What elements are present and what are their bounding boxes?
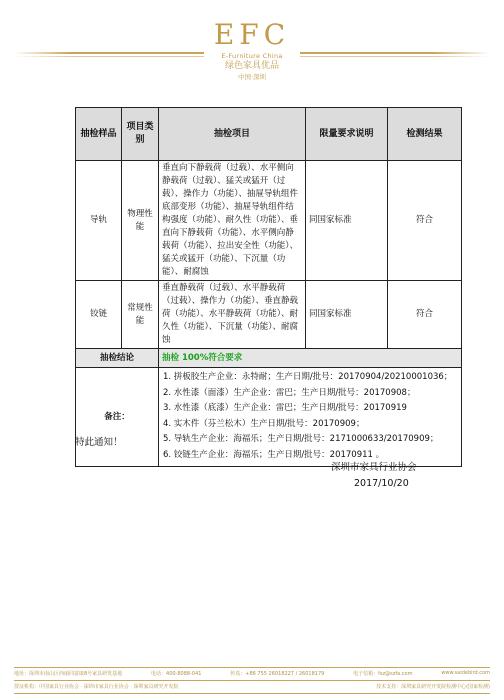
note-item: 1. 拼板胶生产企业：永特耐；生产日期/批号：20170904/20210001036； (163, 372, 453, 382)
note-item: 5. 导轨生产企业：海福乐；生产日期/批号：2171000633/20170909； (163, 434, 439, 444)
signature-date: 2017/10/20 (354, 478, 409, 489)
footer-issuers: 授证机构：中国家具行业协会 · 深圳市家具行业协会 · 深圳家具研究开发院 (14, 684, 179, 690)
footer-fax: 传真：+86 755 26018227 / 26018179 (230, 671, 325, 677)
row-limit: 同国家标准 (306, 161, 388, 281)
notes-label: 备注： (76, 368, 159, 467)
note-item: 4. 实木件（芬兰松木）生产日期/批号：20170909； (163, 418, 365, 429)
row-sample: 铰链 (76, 281, 122, 349)
footer-email: 电子信箱：fsz@szfa.com (353, 671, 413, 677)
footer-website: www.saidebird.com (441, 670, 490, 676)
header-rule-right-thin (300, 56, 490, 57)
table-row (76, 161, 462, 281)
note-item: 6. 铰链生产企业：海福乐；生产日期/批号：20170911 。 (163, 449, 385, 460)
logo-mark: EFC (213, 18, 291, 51)
row-items: 垂直静载荷（过载）、水平静载荷（过载）、操作力（功能）、垂直静载荷（功能）、水平静载荷（功能）、耐久性（功能）、下沉量（功能）、耐腐蚀 (159, 281, 306, 349)
logo-english: E-Furniture China (221, 52, 283, 60)
row-category: 物理性能 (122, 161, 159, 281)
table-row (76, 281, 462, 349)
row-result: 符合 (388, 161, 462, 281)
efc-logo (200, 20, 304, 82)
header-sample: 抽检样品 (76, 108, 122, 161)
row-result: 符合 (388, 281, 462, 349)
notice-text: 特此通知！ (75, 437, 123, 448)
row-category: 常规性能 (122, 281, 159, 349)
footer-rule-mid (14, 680, 490, 681)
footer-rule-top (14, 667, 490, 668)
note-item: 2. 水性漆（面漆）生产企业：雷巴；生产日期/批号：20170908； (163, 387, 416, 398)
signature-org: 深圳市家具行业协会 (331, 462, 417, 473)
notes-row (76, 368, 462, 467)
header-rule-right (300, 52, 490, 54)
conclusion-row (76, 349, 462, 368)
footer-row-2 (14, 683, 490, 690)
notes-list (159, 368, 462, 467)
header-limit: 限量要求说明 (306, 108, 388, 161)
footer-rule-bottom (14, 693, 490, 694)
table-header-row (76, 108, 462, 161)
logo-city: 中国·深圳 (237, 73, 267, 81)
row-limit: 同国家标准 (306, 281, 388, 349)
header-rule-left-thin (14, 56, 204, 57)
logo-chinese: 绿色家具优品 (224, 61, 279, 71)
conclusion-value: 抽检 100%符合要求 (159, 349, 462, 368)
note-item: 3. 水性漆（底漆）生产企业：雷巴；生产日期/批号：20170919 (163, 403, 407, 413)
header-items: 抽检项目 (159, 108, 306, 161)
footer-address: 地址：深圳市南山区西丽同富康8号家具研发基地 (14, 671, 123, 677)
inspection-table (75, 107, 462, 467)
header-result: 检测结果 (388, 108, 462, 161)
footer-row-1 (14, 670, 490, 677)
row-items: 垂直向下静载荷（过载）、水平侧向静载荷（过载）、猛关或猛开（过载）、操作力（功能）、抽屉导轨组件底部变形（功能）、抽屉导轨组件结构强度（功能）、耐久性（功能）、垂直向下静载荷（功能）、水平侧向静载荷（功能）、拉出安全性（功能）、猛关或猛开（功能）、下沉量（功能）、耐腐蚀 (159, 161, 306, 281)
header-rule-left (14, 52, 204, 54)
header-category: 项目类别 (122, 108, 159, 161)
footer-phone: 电话：400-8088-041 (151, 671, 202, 677)
footer-tech-support: 技术支持：深圳家具研究开发院检测中心(国家检测) (376, 684, 490, 690)
conclusion-label: 抽检结论 (76, 349, 159, 368)
row-sample: 导轨 (76, 161, 122, 281)
